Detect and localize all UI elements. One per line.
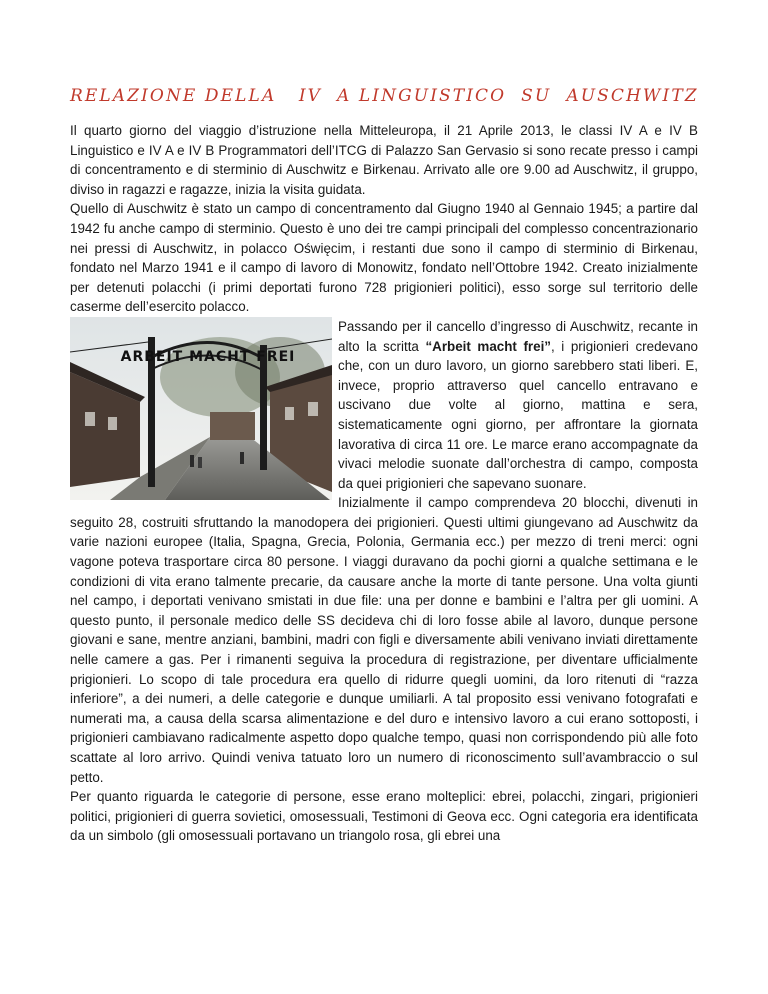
report-body [70,121,698,846]
auschwitz-gate-photo-icon [70,317,332,500]
page-title: RELAZIONE DELLA IV A LINGUISTICO SU AUSCHWITZ [70,86,699,106]
paragraph-categories: Per quanto riguarda le categorie di persone, esse erano molteplici: ebrei, polacchi, zingari, prigionieri politici, prigionieri di guerra sovietici, omosessuali, Testimoni di Geova ecc. Ogni categoria era identificata da un simbolo (gli omosessuali portavano un triangolo rosa, gli ebrei una [70,789,698,844]
paragraph-intro: Il quarto giorno del viaggio d’istruzione nella Mitteleuropa, il 21 Aprile 2013, le classi IV A e IV B Linguistico e IV A e IV B Programmatori dell’ITCG di Palazzo San Gervasio si sono recate presso i campi di concentramento e di sterminio di Auschwitz e Birkenau. Arrivato alle ore 9.00 ad Auschwitz, il gruppo, diviso in ragazzi e ragazze, inizia la visita guidata. [70,123,698,197]
svg-text:ARBEIT MACHT FREI: ARBEIT MACHT FREI [120,348,296,365]
paragraph-blocks: Inizialmente il campo comprendeva 20 blocchi, divenuti in seguito 28, costruiti sfruttando la manodopera dei prigionieri. Questi ultimi giungevano ad Auschwitz da varie nazioni europee (Italia, Spagna, Grecia, Polonia, Germania ecc.) per mezzo di treni merci: ogni vagone poteva trasportare circa 80 persone. I viaggi duravano da pochi giorni a qualche settimana e le condizioni di vita erano talmente precarie, da causare anche la morte di tante persone. Una volta giunti nel campo, i deportati venivano smistati in due file: una per donne e bambini e l’altra per gli uomini. A questo punto, il personale medico delle SS decideva chi di loro fosse abile al lavoro, dunque persone giovani e sane, mentre anziani, bambini, madri con figli e diversamente abili venivano inviati direttamente nelle camere a gas. Per i rimanenti seguiva la procedura di registrazione, per diventare ufficialmente prigionieri. Lo scopo di tale procedura era quello di ridurre quegli uomini, da loro ritenuti di “razza inferiore”, a dei numeri, a delle categorie e dunque umiliarli. A tal proposito essi venivano fotografati e numerati ma, a causa della scarsa alimentazione e del duro e intensivo lavoro a cui erano sottoposti, i prigionieri cambiavano radicalmente aspetto dopo qualche tempo, quasi non corrispondendo più alle foto scattate al loro arrivo. Quindi veniva tatuato loro un numero di riconoscimento sull’avambraccio o sul petto. [70,495,698,785]
gate-sign-quote: “Arbeit macht frei” [425,338,551,354]
paragraph-gate [70,317,698,493]
paragraph-history: Quello di Auschwitz è stato un campo di concentramento dal Giugno 1940 al Gennaio 1945; a partire dal 1942 fu anche campo di sterminio. Questo è uno dei tre campi principali del complesso concentrazionario nei pressi di Auschwitz, in polacco Oświęcim, i restanti due sono il campo di sterminio di Birkenau, fondato nel Marzo 1941 e il campo di lavoro di Monowitz, fondato nell’Ottobre 1942. Creato inizialmente per detenuti polacchi (i primi deportati furono 728 prigionieri politici), esso sorge sul territorio delle caserme dell’esercito polacco. [70,201,698,315]
gate-text-before: Passando per il cancello d’ingresso di Auschwitz, recante in alto la scritta [338,318,698,354]
gate-text-after: , i prigionieri credevano che, con un duro lavoro, un giorno sarebbero stati liberi. E, invece, proprio attraverso quel cancello entravano e uscivano due volte al giorno, mattina e sera, sistematicamente ogni giorno, per affrontare la giornata lavorativa di circa 11 ore. Le marce erano accompagnate da vivaci melodie suonate dall’orchestra di campo, composta da quei prigionieri che sapevano suonare. [338,338,699,491]
